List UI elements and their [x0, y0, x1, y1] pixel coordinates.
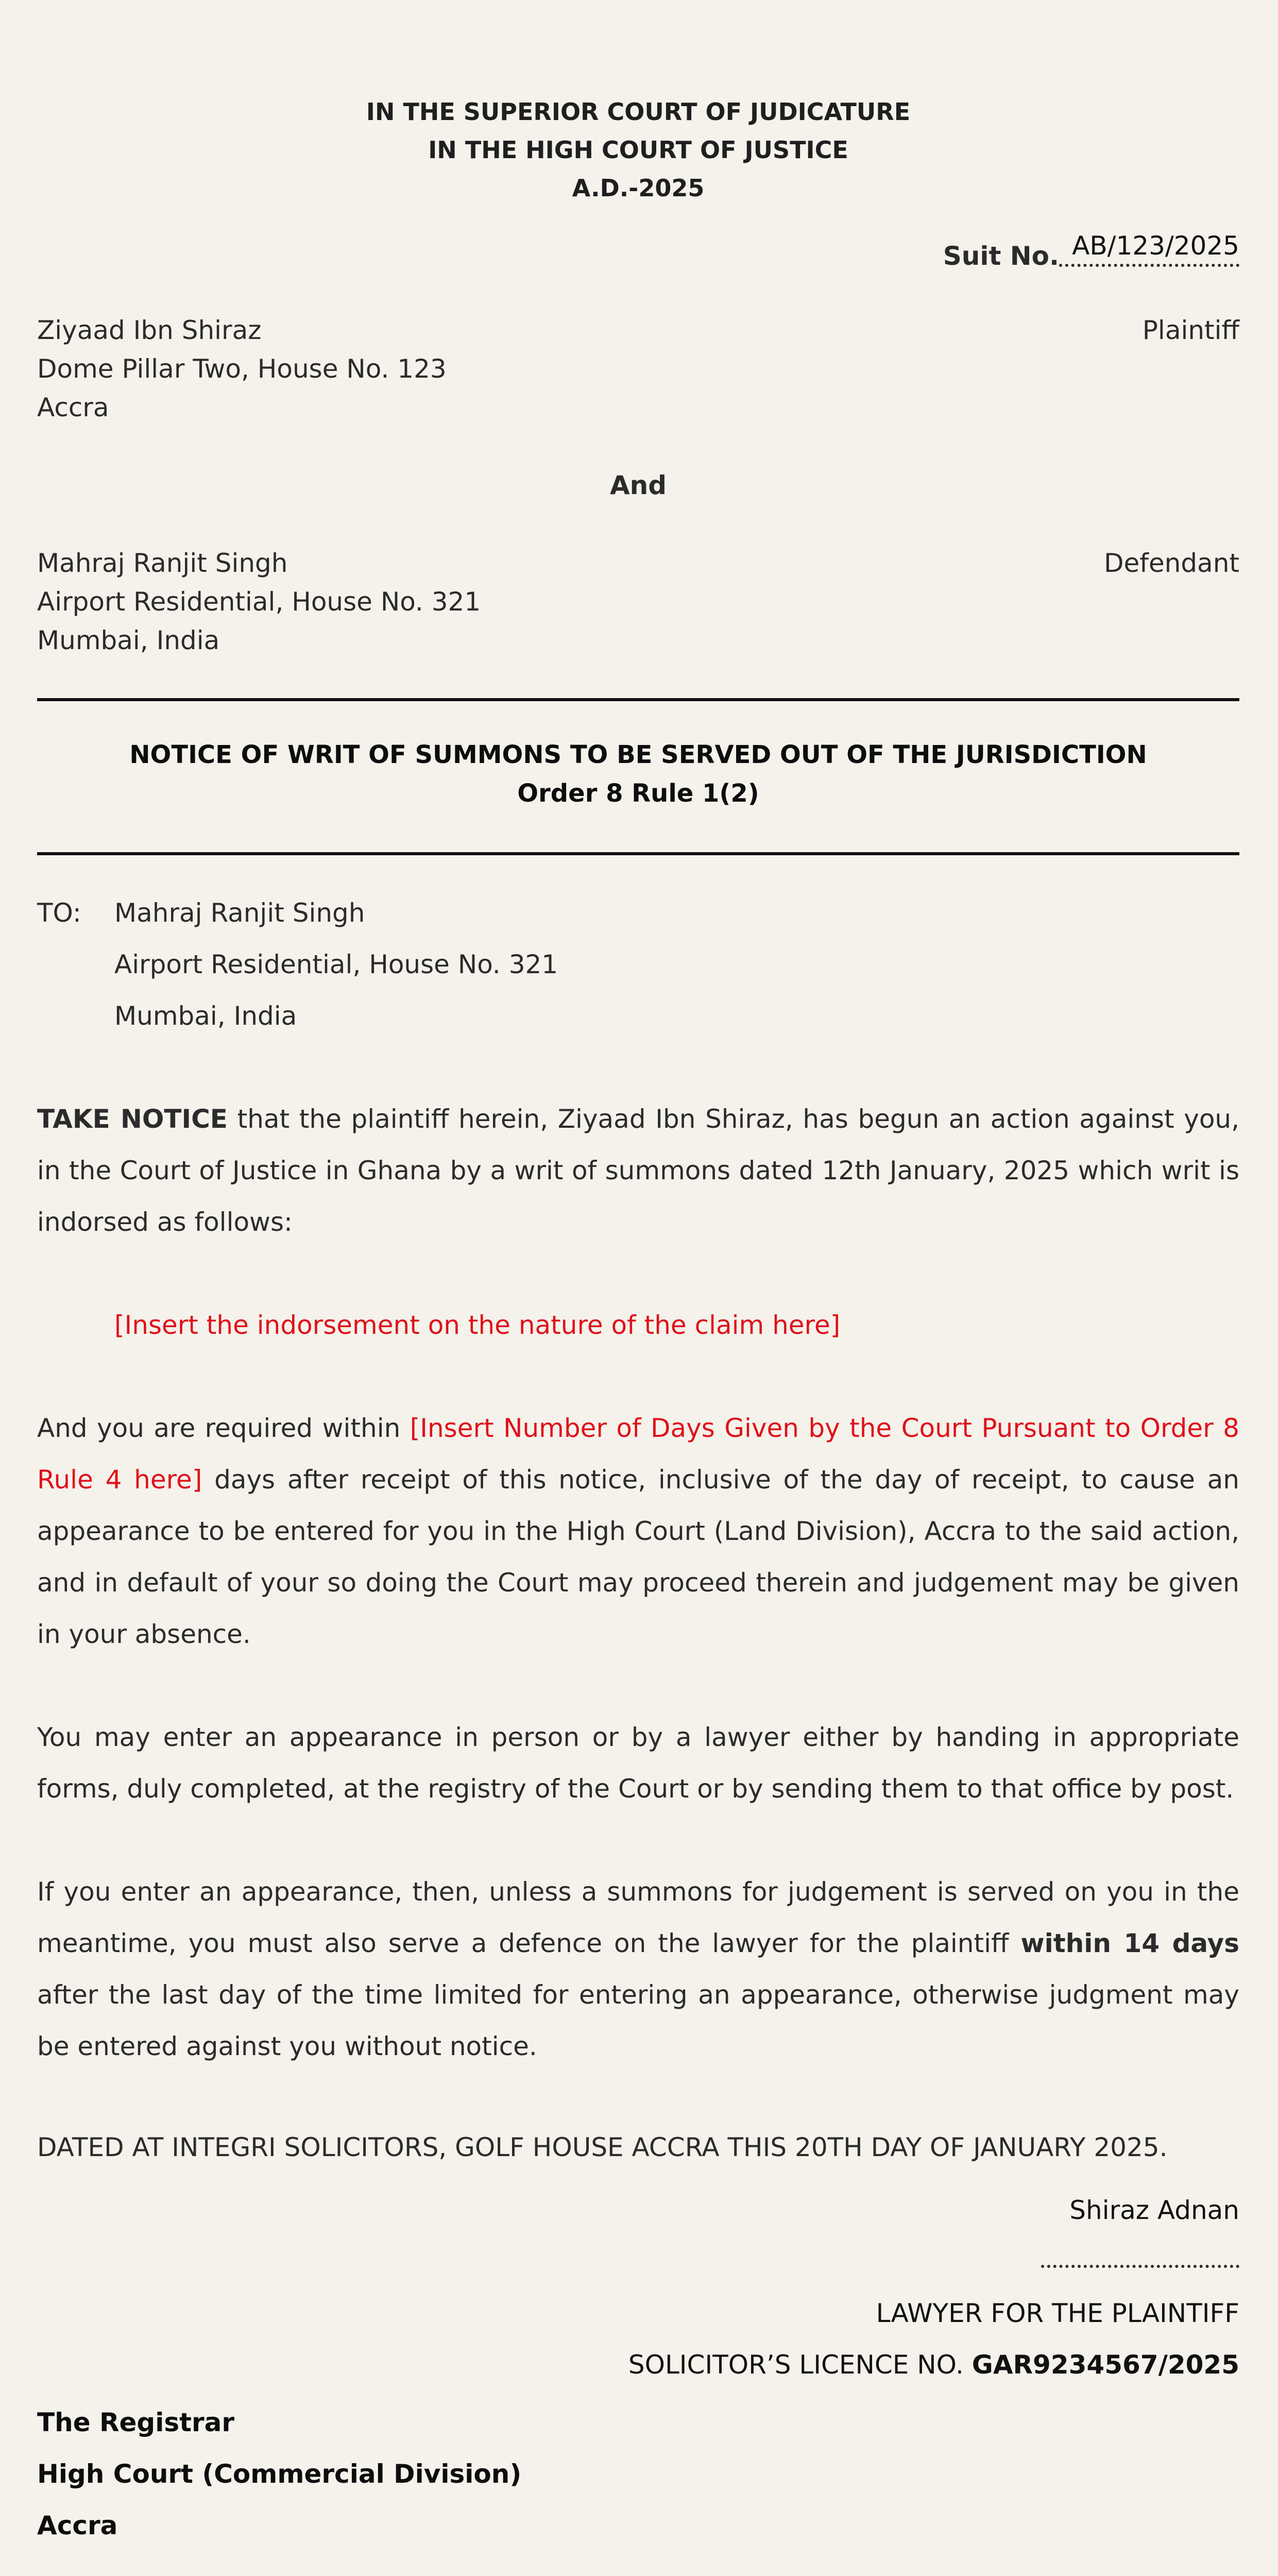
- suit-number-line: [943, 231, 1239, 277]
- registrar-line-2: High Court (Commercial Division): [37, 2459, 522, 2489]
- paragraph-defence: [37, 1866, 1239, 2072]
- plaintiff-role: Plaintiff: [1142, 315, 1239, 345]
- signatory-name: Shiraz Adnan: [1069, 2195, 1239, 2225]
- notice-subtitle: Order 8 Rule 1(2): [517, 779, 759, 808]
- paragraph-enter-appearance: You may enter an appearance in person or by a lawyer either by handing in appropriate forms, duly completed, at the registry of the Court or by sending them to that office by post.: [37, 1722, 1239, 1804]
- signature-line: [1041, 2236, 1239, 2268]
- licence-line: [628, 2339, 1239, 2391]
- plaintiff-block: [37, 311, 447, 427]
- defendant-role: Defendant: [1104, 548, 1239, 578]
- court-line-2: IN THE HIGH COURT OF JUSTICE: [428, 136, 848, 164]
- registrar-block: [37, 2397, 521, 2551]
- days-placeholder: [Insert Number of Days Given by the Court Pursuant to Order 8 Rule 4 here]: [37, 1413, 1239, 1495]
- recipient-block: [114, 887, 887, 1042]
- recipient-label: TO:: [37, 898, 81, 928]
- appearance-text-rest: days after receipt of this notice, inclusive of the day of receipt, to cause an appearance to be entered for you in the High Court (Land Division), Accra to the said action, and in default of your so doing the Court may proceed therein and judgement may be given in your absence.: [37, 1465, 1239, 1649]
- registrar-line-1: The Registrar: [37, 2408, 235, 2437]
- notice-title: NOTICE OF WRIT OF SUMMONS TO BE SERVED OUT OF THE JURISDICTION: [129, 740, 1147, 769]
- plaintiff-address-2: Accra: [37, 393, 109, 422]
- plaintiff-name: Ziyaad Ibn Shiraz: [37, 315, 262, 345]
- document-page: [37, 0, 1239, 2576]
- licence-number: GAR9234567/2025: [972, 2350, 1239, 2380]
- recipient-address-1: Airport Residential, House No. 321: [114, 950, 558, 979]
- defence-text-start: If you enter an appearance, then, unless a summons for judgement is served on you in the meantime, you must also serve a defence on the lawyer for the plaintiff: [37, 1877, 1239, 1958]
- conjunction: And: [609, 470, 667, 500]
- court-line-1: IN THE SUPERIOR COURT OF JUDICATURE: [366, 98, 911, 126]
- take-notice-bold: TAKE NOTICE: [37, 1104, 228, 1134]
- licence-label: SOLICITOR’S LICENCE NO.: [628, 2350, 972, 2380]
- court-header: [37, 93, 1239, 207]
- recipient-address-2: Mumbai, India: [114, 1001, 297, 1031]
- year-line: A.D.-2025: [572, 174, 705, 202]
- suit-number: AB/123/2025: [1059, 228, 1239, 267]
- divider-bottom: [37, 852, 1239, 855]
- defendant-block: [37, 544, 481, 660]
- registrar-line-3: Accra: [37, 2511, 118, 2540]
- notice-title-block: [37, 736, 1239, 813]
- defence-text-rest: after the last day of the time limited for entering an appearance, otherwise judgment may be entered against you without notice.: [37, 1980, 1239, 2061]
- paragraph-appearance: [37, 1402, 1239, 1660]
- divider-top: [37, 698, 1239, 701]
- take-notice-text: that the plaintiff herein, Ziyaad Ibn Shiraz, has begun an action against you, in the Court of Justice in Ghana by a writ of summons dated 12th January, 2025 which writ is indorsed as follows:: [37, 1104, 1239, 1237]
- dated-line: DATED AT INTEGRI SOLICITORS, GOLF HOUSE ACCRA THIS 20TH DAY OF JANUARY 2025.: [37, 2132, 1168, 2162]
- defence-deadline: within 14 days: [1020, 1928, 1239, 1958]
- suit-label: Suit No.: [943, 241, 1059, 271]
- paragraph-take-notice: [37, 1093, 1239, 1248]
- plaintiff-address-1: Dome Pillar Two, House No. 123: [37, 354, 447, 384]
- signatory-role: LAWYER FOR THE PLAINTIFF: [876, 2298, 1239, 2328]
- indorsement-placeholder: [Insert the indorsement on the nature of the claim here]: [114, 1310, 841, 1340]
- defendant-address-1: Airport Residential, House No. 321: [37, 587, 481, 617]
- defendant-name: Mahraj Ranjit Singh: [37, 548, 288, 578]
- recipient-name: Mahraj Ranjit Singh: [114, 898, 365, 928]
- defendant-address-2: Mumbai, India: [37, 625, 220, 655]
- appearance-text-start: And you are required within: [37, 1413, 410, 1443]
